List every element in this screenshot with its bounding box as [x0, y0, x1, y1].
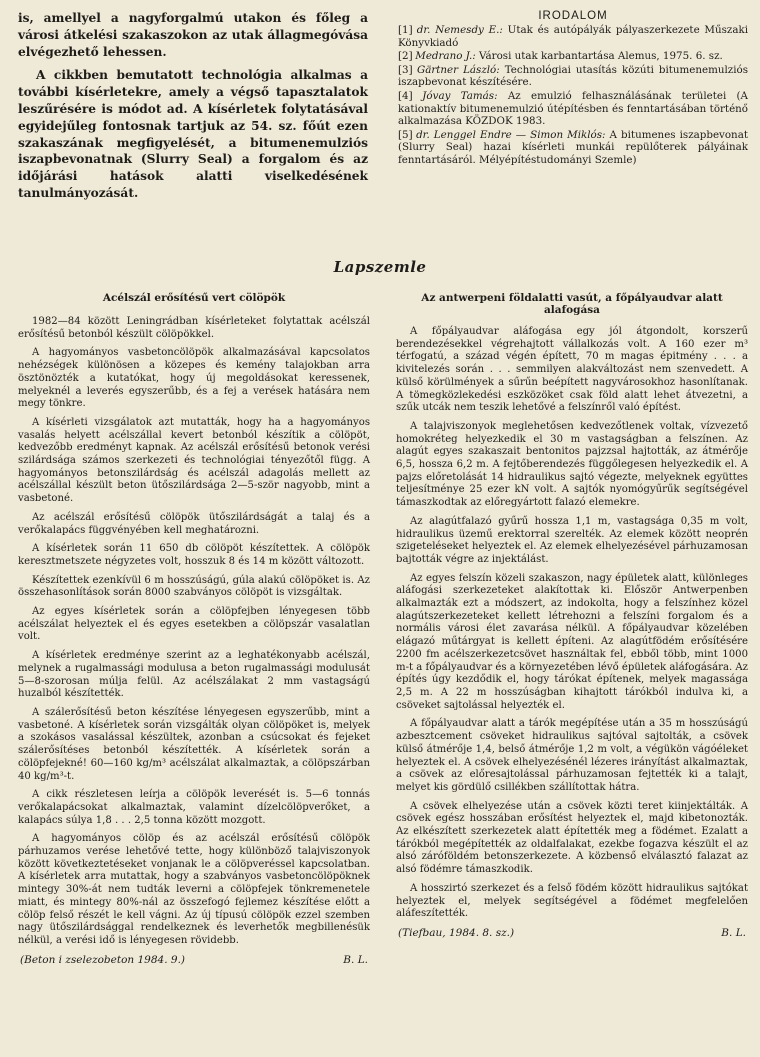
article-right-paragraph: A főpályaudvar alatt a tárók megépítése után a 35 m hosszúságú azbesztcement csöveket hidraulikus sajtóval sajtolták, a csövek külső átmérője 1,4, belső átmérője 1,2 m volt, a végükön vágóéleket helyeztek el. A csövek elhelyezésénél lézeres irányítást alkalmaztak, a csövek az előresajtolással párhuzamosan fejtették ki a talajt, melyet kis gördülő csillékben szállítottak hátra. [396, 718, 748, 793]
article-right-paragraph: Az alagútfalazó gyűrű hossza 1,1 m, vastagsága 0,35 m volt, hidraulikus üzemű erektorral szerelték. Az elemek között neoprén szigeteléseket helyeztek el. Az elemek elhelyezésével párhuzamosan bajtották végre az injektálást. [396, 515, 748, 565]
article-right [396, 292, 748, 939]
article-left-source: (Beton i zselezobeton 1984. 9.) [20, 953, 186, 966]
top-paragraph-1: is, amellyel a nagyforgalmú utakon és főleg a városi átkelési szakaszokon az utak állagmegóvása elvégezhető lehessen. [18, 11, 368, 59]
article-left-paragraph: A kísérletek során 11 650 db cölöpöt készítettek. A cölöpök keresztmetszete négyzetes volt, hosszuk 8 és 14 m között változott. [18, 543, 370, 567]
reference-item: [4] Jóvay Tamás: Az emulzió felhasználásának területei (A kationaktív bitumenemulzió útépítésben és fenntartásában történő alkalmazása KÖZDOK 1983. [398, 89, 748, 128]
article-left-paragraph: 1982—84 között Leningrádban kísérleteket folytattak acélszál erősítésű betonból készült cölöpökkel. [18, 316, 370, 340]
section-title: Lapszemle [333, 258, 427, 276]
article-right-paragraph: A csövek elhelyezése után a csövek közti teret kiinjektálták. A csövek egész hosszában erősítést helyeztek el, majd kibetonozták. Az elkészített szerkezetek alatt építették meg a födémet. Ezalatt a tárókból megépítették az oldalfalakat, ezekbe fogazva készült el az alsó záróföldém betonszerkezete. A közbenső elválasztó falazat az alsó födémre támaszkodik. [396, 800, 748, 876]
article-left-title: Acélszál erősítésű vert cölöpök [102, 292, 286, 304]
references-column [398, 10, 748, 168]
article-left-paragraph: A kísérleti vizsgálatok azt mutatták, hogy ha a hagyományos vasalás helyett acélszállal kevert betonból készítik a cölöpöt, kedvezőbb eredményt kapnak. Az acélszál erősítésű betonok verési szilárdsága számos szerkezeti és technológiai tényezőtől függ. A hagyományos betonszilárdság és acélszál adagolás mellett az acélszállal készült beton ütőszilárdsága 2—5-ször nagyobb, mint a vasbetoné. [18, 416, 370, 505]
article-right-paragraph: A talajviszonyok meglehetősen kedvezőtlenek voltak, vízvezető homokréteg helyezkedik el 30 m vastagságban a felszínen. Az alagút egyes szakaszait bentonitos pajzzsal hajtották, az átmérője 6,5, hossza 6,2 m. A fejtőberendezés függőlegesen helyezkedik el. A pajzs előretolását 14 hidraulikus sajtó végezte, melyeknek együttes teljesítménye 25 ezer kN volt. A sajtók nyomógyűrűk segítségével támaszkodtak az előregyártott falazó elemekre. [396, 420, 748, 509]
article-left-paragraph: A hagyományos cölöp és az acélszál erősítésű cölöpök párhuzamos verése lehetővé tette, hogy különböző talajviszonyok között következtetéseket vonjanak le a cölöpveréssel kapcsolatban. A kísérletek arra mutattak, hogy a szabványos vasbetoncölöpöknek mintegy 30%-át nem tudták leverni a cölöpfejek tönkremenetele miatt, és mintegy 80%-nál az összefogó fejlemez készítése előtt a cölöp felső részét le kell vágni. Az új típusú cölöpök ezzel szemben nagy ütőszilárdsággal rendelkeznek és leverhetők megbillenésük nélkül, a verési idő is lényegesen rövidebb. [18, 833, 370, 946]
article-right-title-line2: alafogása [544, 304, 600, 316]
article-right-paragraph: A főpályaudvar aláfogása egy jól átgondolt, korszerű berendezésekkel végrehajtott vállalkozás volt. A 160 ezer m³ térfogatú, a század végén épített, 70 m magas épitmény . . . a kivitelezés során . . . semmilyen alakváltozást nem szenvedett. A külső körülmények a sűrűn beépített nagyvárosokhoz hasonlítanak. A tömegközlekedési eszközöket csak föld alatt lehet átvezetni, a szűk utcák nem teszik lehetővé a felszínről való építést. [396, 326, 748, 414]
article-right-title [396, 292, 748, 316]
article-left [18, 292, 370, 966]
article-left-paragraph: A hagyományos vasbetoncölöpök alkalmazásával kapcsolatos nehézségek különösen a közepes és kemény talajokban arra ösztönözték a kutatókat, hogy új megoldásokat keressenek, melyeknél a leverés egyszerűbb, és a fej a verések hatására nem megy tönkre. [18, 347, 370, 410]
article-left-paragraph: Készítettek ezenkívül 6 m hosszúságú, gúla alakú cölöpöket is. Az összehasonlítások során 8000 szabványos cölöpöt is vizsgáltak. [18, 574, 370, 599]
top-paragraph-2: A cikkben bemutatott technológia alkalmas a további kísérletekre, amely a végső tapasztalatok leszűrésére is módot ad. A kísérletek folytatásával egyidejűleg fontosnak tartjuk az 54. sz. főút ezen szakaszának megfigyelését, a bitumenemulziós iszapbevonatnak (Slurry Seal) a forgalom és az időjárási hatások alatti viselkedésének tanulmányozását. [18, 68, 368, 200]
article-left-paragraph: A kísérletek eredménye szerint az a leghatékonyabb acélszál, melynek a rugalmassági modulusa a beton rugalmassági modulusát 5—8-szorosan múlja felül. Az acélszálakat 2 mm vastagságú huzalból készítették. [18, 650, 370, 700]
article-right-paragraph: A hosszirtó szerkezet és a felső födém között hidraulikus sajtókat helyeztek el, melyek segítségével a födémet megfelelően aláfeszítették. [396, 882, 748, 920]
article-left-paragraph: Az acélszál erősítésű cölöpök ütőszilárdságát a talaj és a verőkalapács függvényében kell meghatározni. [18, 511, 370, 536]
article-left-source-line [18, 954, 370, 966]
reference-item: [1] dr. Nemesdy E.: Utak és autópályák pályaszerkezete Műszaki Könyvkiadó [398, 24, 748, 49]
top-left-column [18, 10, 368, 209]
article-right-source: (Tiefbau, 1984. 8. sz.) [398, 926, 515, 939]
article-right-signature: B. L. [721, 926, 746, 939]
reference-item: [3] Gärtner László: Technológiai utasítás közúti bitumenemulziós iszapbevonat készítésére. [398, 63, 748, 89]
article-right-title-line1: Az antwerpeni földalatti vasút, a főpályaudvar alatt [421, 292, 723, 304]
article-left-signature: B. L. [343, 953, 368, 966]
article-left-paragraph: A szálerősítésű beton készítése lényegesen egyszerűbb, mint a vasbetoné. A kísérletek során vizsgálták olyan cölöpöket is, melyek a szokásos vasalással készültek, azonban a csúcsokat és fejeket szálerősítéses betonból készítették. A kísérletek során a cölöpfejekné! 60—160 kg/m³ acélszálat alkalmaztak, a cölöpszárban 40 kg/m³-t. [18, 706, 370, 782]
article-left-paragraph: A cikk részletesen leírja a cölöpök leverését is. 5—6 tonnás verőkalapácsokat alkalmaztak, valamint dízelcölöpverőket, a kalapács súlya 1,8 . . . 2,5 tonna között mozgott. [18, 789, 370, 826]
references-title: IRODALOM [538, 10, 608, 22]
references-list [398, 24, 748, 167]
article-left-paragraph: Az egyes kísérletek során a cölöpfejben lényegesen több acélszálat helyeztek el és egyes esetekben a cölöpszár vasalatlan volt. [18, 606, 370, 643]
reference-item: [2] Medrano J.: Városi utak karbantartása Alemus, 1975. 6. sz. [398, 50, 723, 63]
article-right-source-line [396, 927, 748, 939]
reference-item: [5] dr. Lenggel Endre — Simon Miklós: A bitumenes iszapbevonat (Slurry Seal) hazai kísérleti munkái repülőterek pályáinak fenntartásáról. Mélyépítéstudományi Szemle) [398, 128, 748, 166]
article-right-paragraph: Az egyes felszín közeli szakaszon, nagy épületek alatt, különleges aláfogási szerkezeteket alakítottak ki. Először Antwerpenben alkalmazták ezt a módszert, az indokolta, hogy a felszínhez közel alagútszerkezeteket kellett létrehozni a felszíni forgalom és a normális városi élet zavarása nélkül. A főpályaudvar közelében elágazó műtárgyat is kellett építeni. Az alagútfödém erősítésére 2200 fm acélszerkezetcsövet használtak fel, ebből több, mint 1000 m-t a főpályaudvar és a környezetében lévő épületek aláfogására. Az építés úgy kezdődik el, hogy tárókat építenek, melyek magassága 2,5 m. A 22 m hosszúságban kihajtott tárókból indulva ki, a csöveket sajtolással helyezték el. [396, 572, 748, 711]
